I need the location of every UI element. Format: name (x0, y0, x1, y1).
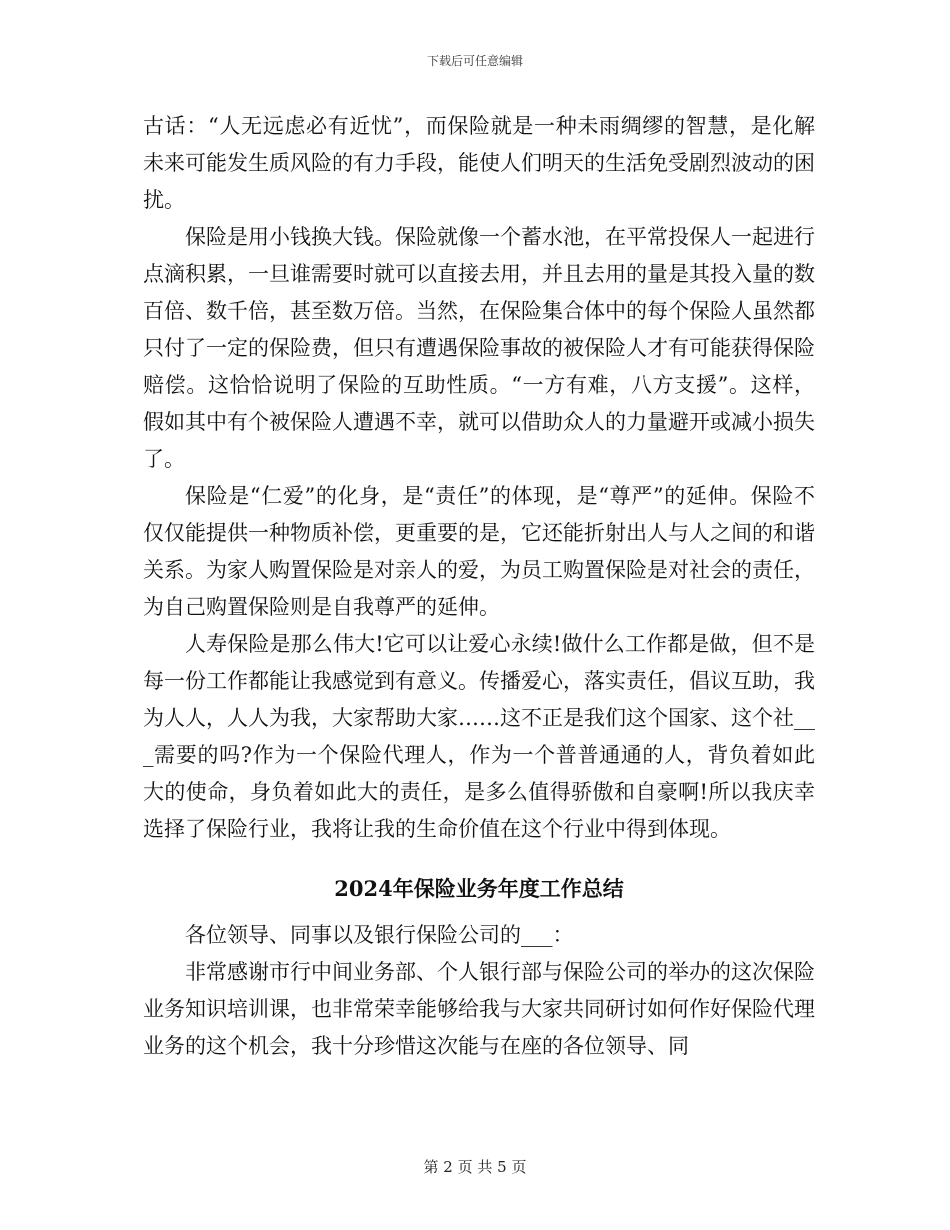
paragraph-4: 人寿保险是那么伟大!它可以让爱心永续!做什么工作都是做，但不是每一份工作都能让我感觉到有意义。传播爱心，落实责任，倡议互助，我为人人，人人为我，大家帮助大家……这不正是我们这个国家、这个社___需要的吗?作为一个保险代理人，作为一个普普通通的人，背负着如此大的使命，身负着如此大的责任，是多么值得骄傲和自豪啊!所以我庆幸选择了保险行业，我将让我的生命价值在这个行业中得到体现。 (143, 632, 815, 841)
paragraph-3: 保险是“仁爱”的化身，是“责任”的体现，是“尊严”的延伸。保险不仅仅能提供一种物质补偿，更重要的是，它还能折射出人与人之间的和谐关系。为家人购置保险是对亲人的爱，为员工购置保险是对社会的责任，为自己购置保险则是自我尊严的延伸。 (143, 484, 815, 619)
section-title: 2024年保险业务年度工作总结 (334, 876, 624, 901)
paragraph-5: 非常感谢市行中间业务部、个人银行部与保险公司的举办的这次保险业务知识培训课，也非常荣幸能够给我与大家共同研讨如何作好保险代理业务的这个机会，我十分珍惜这次能与在座的各位领导、同 (143, 960, 815, 1058)
page-header-note: 下载后可任意编辑 (426, 54, 523, 68)
document-body (143, 108, 815, 1065)
paragraph-2: 保险是用小钱换大钱。保险就像一个蓄水池，在平常投保人一起进行点滴积累，一旦谁需要时就可以直接去用，并且去用的量是其投入量的数百倍、数千倍，甚至数万倍。当然，在保险集合体中的每个保险人虽然都只付了一定的保险费，但只有遭遇保险事故的被保险人才有可能获得保险赔偿。这恰恰说明了保险的互助性质。“一方有难，八方支援”。这样，假如其中有个被保险人遭遇不幸，就可以借助众人的力量避开或减小损失了。 (143, 225, 815, 471)
paragraph-1: 古话：“人无远虑必有近忧”，而保险就是一种未雨绸缪的智慧，是化解未来可能发生质风险的有力手段，能使人们明天的生活免受剧烈波动的困扰。 (143, 114, 815, 212)
salutation: 各位领导、同事以及银行保险公司的___： (185, 923, 574, 947)
page-number: 第 2 页 共 5 页 (423, 1158, 527, 1176)
